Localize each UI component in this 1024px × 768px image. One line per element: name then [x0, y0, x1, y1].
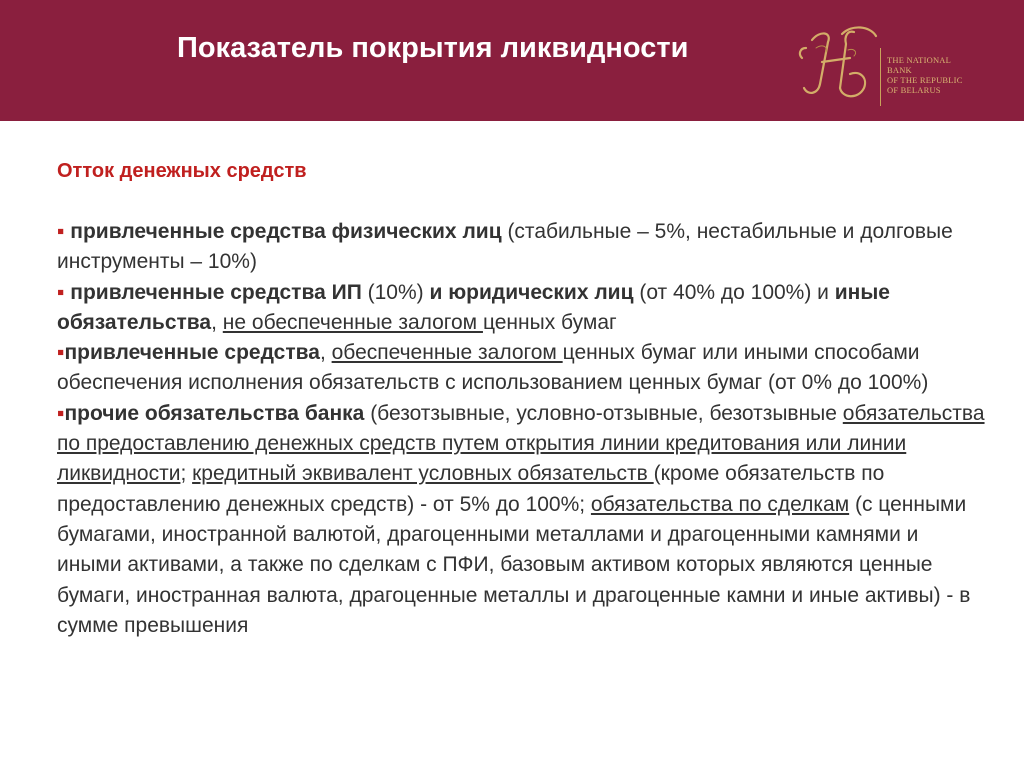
slide-title: Показатель покрытия ликвидности	[177, 32, 689, 64]
bullet-term: привлеченные средства ИП	[70, 280, 362, 304]
bullet-square-icon: ▪	[57, 341, 65, 365]
bullet-item	[57, 217, 987, 278]
bullet-square-icon: ▪	[57, 401, 65, 425]
bullet-term: привлеченные средства физических лиц	[70, 220, 502, 243]
nbrb-monogram-icon	[792, 18, 880, 108]
bullet-text: (стабильные – 5%, нестабильные и долговые инструменты – 10%)	[57, 220, 953, 274]
bullet-text: (с ценными бумагами, иностранной валютой, драгоценными металлами и драгоценными камнями и иными активами, а также по сделкам с ПФИ, базовым активом которых являются ценные бумаги, иностранная валюта, драгоценные металлы и драгоценные камни и иные активы) - в сумме превышения	[57, 492, 971, 637]
bullet-square-icon: ▪	[57, 220, 65, 243]
bullet-text: ;	[180, 462, 193, 486]
bullet-term: и юридических лиц	[429, 280, 634, 304]
underlined-term: обеспеченные залогом	[331, 341, 563, 365]
section-title: Отток денежных средств	[57, 160, 307, 182]
underlined-term: обязательства по сделкам	[590, 492, 850, 516]
underlined-term: обязательства по предоставлению денежных средств путем открытия линии кредитования или линии ликвидности	[57, 401, 985, 486]
bullet-text: ценных бумаг или иными способами обеспечения исполнения обязательств с использованием ценных бумаг (от 0% до 100%)	[57, 341, 929, 395]
bullet-text: (безотзывные, условно-отзывные, безотзывные	[364, 401, 843, 425]
logo-line: OF BELARUS	[887, 85, 941, 95]
bank-logo	[792, 18, 982, 108]
bullet-item	[57, 278, 987, 339]
slide-content	[57, 156, 987, 641]
logo-wordmark	[887, 55, 963, 95]
bullet-text: (10%)	[361, 280, 430, 304]
bullet-text: (кроме обязательств по предоставлению денежных средств) - от 5% до 100%;	[57, 462, 885, 516]
bullet-text: (от 40% до 100%) и	[633, 280, 835, 304]
bullet-item	[57, 399, 987, 641]
header-bar	[0, 0, 1024, 121]
logo-line: OF THE REPUBLIC	[887, 75, 963, 85]
underlined-term: кредитный эквивалент условных обязательств	[192, 462, 654, 486]
logo-line: THE NATIONAL	[887, 55, 952, 65]
underlined-term: не обеспеченные залогом	[222, 310, 483, 334]
bullet-term: иные обязательства	[57, 280, 890, 334]
bullet-text: ,	[319, 341, 332, 365]
bullet-term: привлеченные средства	[64, 341, 320, 365]
bullet-item	[57, 338, 987, 399]
logo-divider	[880, 48, 881, 106]
logo-line: BANK	[887, 65, 912, 75]
bullet-term: прочие обязательства банка	[64, 401, 365, 425]
bullet-text: ,	[211, 310, 223, 334]
bullet-square-icon: ▪	[57, 280, 65, 304]
bullet-text: ценных бумаг	[482, 310, 617, 334]
